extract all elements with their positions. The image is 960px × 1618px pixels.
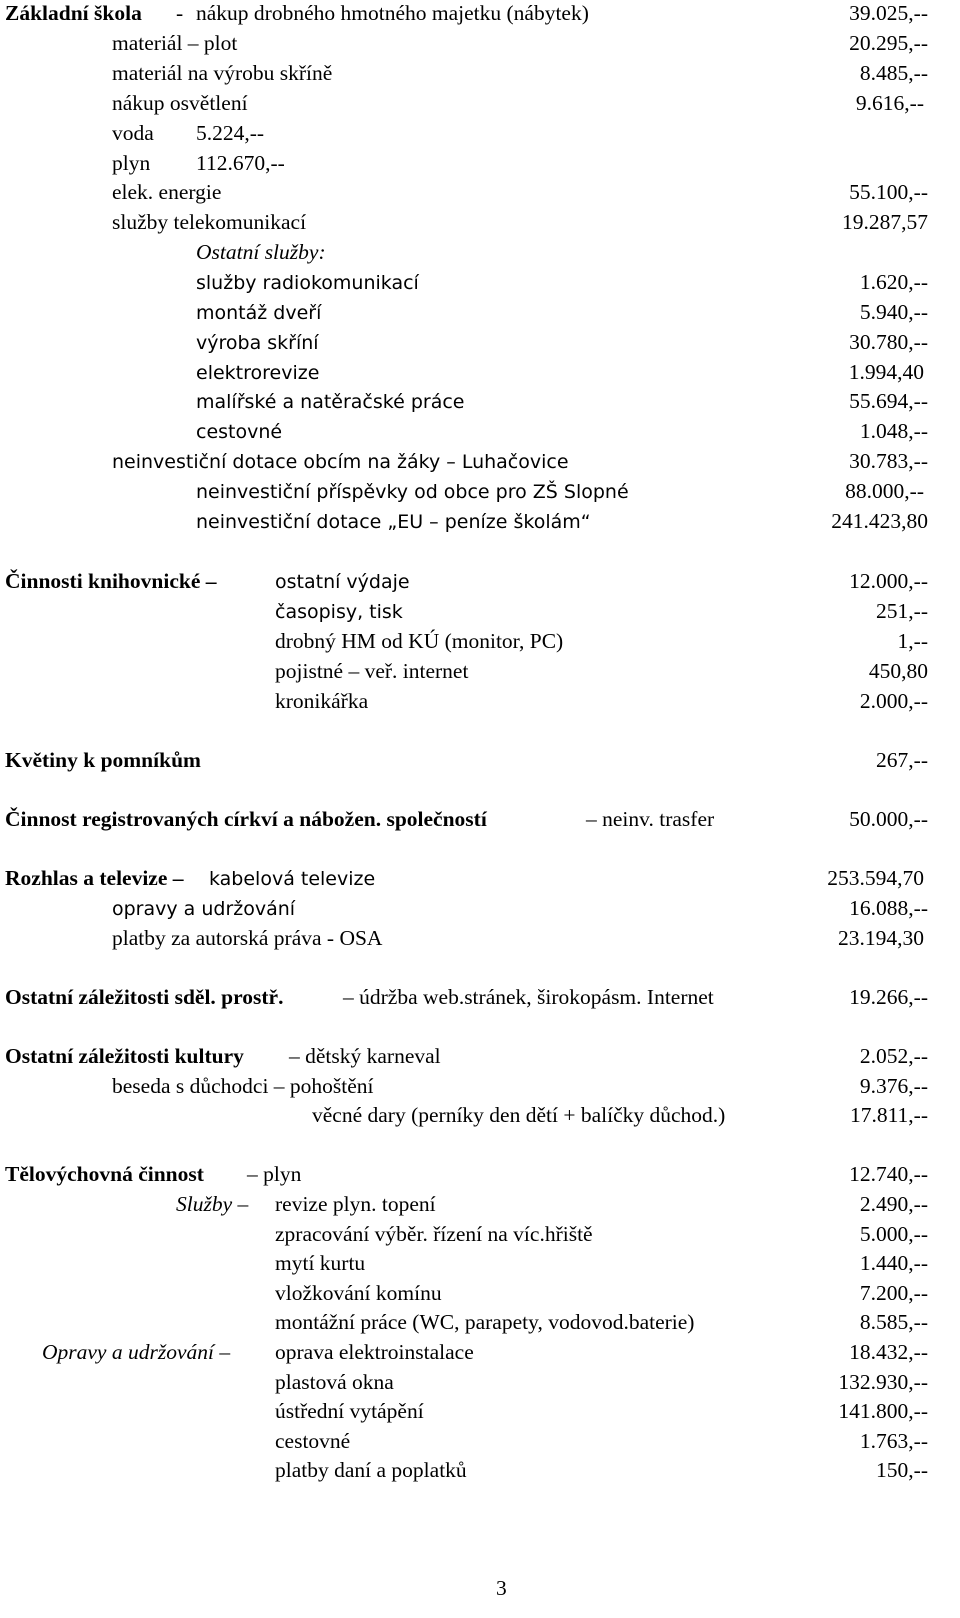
telovychova-sluzby-label: Služby – (176, 1192, 249, 1216)
telovychova-first-value: 12.740,-- (849, 1162, 928, 1186)
skola-intro-value: 39.025,-- (849, 1, 928, 25)
list-item-label: materiál – plot (112, 31, 238, 55)
skola-intro-item: nákup drobného hmotného majetku (nábytek) (196, 1, 589, 25)
list-item-label: revize plyn. topení (275, 1192, 436, 1216)
list-item-value: 1.620,-- (859, 270, 928, 294)
skola-prispevky-value: 88.000,-- (845, 479, 924, 503)
list-item-label: cestovné (275, 1429, 351, 1453)
list-item-label: materiál na výrobu skříně (112, 61, 333, 85)
list-item-label: oprava elektroinstalace (275, 1340, 474, 1364)
knihovna-heading: Činnosti knihovnické – (5, 569, 217, 593)
skola-subheading: Ostatní služby: (196, 240, 326, 264)
list-item-value: 1,-- (897, 629, 928, 653)
list-item-value: 1.763,-- (859, 1429, 928, 1453)
list-item-value: 16.088,-- (849, 896, 928, 920)
kultura-dary-value: 17.811,-- (849, 1103, 928, 1127)
list-item-value: 1.440,-- (859, 1251, 928, 1275)
list-item-label: časopisy, tisk (275, 601, 403, 623)
telovychova-heading: Tělovýchovná činnost (5, 1162, 204, 1186)
list-item-label: platby daní a poplatků (275, 1458, 467, 1482)
list-item-label: platby za autorská práva - OSA (112, 926, 383, 950)
rozhlas-heading: Rozhlas a televize – (5, 866, 184, 890)
list-item-label: mytí kurtu (275, 1251, 366, 1275)
telovychova-opravy-label: Opravy a udržování – (42, 1340, 231, 1364)
list-item-label: opravy a udržování (112, 898, 296, 920)
kultura-beseda-value: 9.376,-- (859, 1074, 928, 1098)
list-item-label: plyn (112, 151, 151, 175)
kultura-first-item: – dětský karneval (289, 1044, 441, 1068)
kultura-heading: Ostatní záležitosti kultury (5, 1044, 244, 1068)
cirkve-item: – neinv. trasfer (586, 807, 715, 831)
list-item-value: 2.000,-- (859, 689, 928, 713)
list-item-value: 8.585,-- (859, 1310, 928, 1334)
rozhlas-first-item: kabelová televize (209, 868, 376, 890)
list-item-value: 30.780,-- (849, 330, 928, 354)
list-item-value: 8.485,-- (859, 61, 928, 85)
kultura-dary-label: věcné dary (perníky den dětí + balíčky důchod.) (312, 1103, 726, 1127)
list-item-value: 55.694,-- (849, 389, 928, 413)
list-item-label: drobný HM od KÚ (monitor, PC) (275, 629, 564, 653)
list-item-value: 55.100,-- (849, 180, 928, 204)
list-item-value: 1.048,-- (859, 419, 928, 443)
list-item-label: voda (112, 121, 154, 145)
cirkve-value: 50.000,-- (849, 807, 928, 831)
rozhlas-first-value: 253.594,70 (827, 866, 924, 890)
list-item-value: 150,-- (876, 1458, 928, 1482)
list-item-value: 5.000,-- (859, 1222, 928, 1246)
kvetiny-heading: Květiny k pomníkům (5, 748, 201, 772)
list-item-value: 112.670,-- (196, 151, 285, 175)
list-item-label: elektrorevize (196, 362, 320, 384)
telovychova-first-item: – plyn (247, 1162, 302, 1186)
list-item-label: montážní práce (WC, parapety, vodovod.baterie) (275, 1310, 695, 1334)
list-item-label: služby radiokomunikací (196, 272, 419, 294)
list-item-value: 18.432,-- (849, 1340, 928, 1364)
list-item-value: 450,80 (868, 659, 928, 683)
list-item-value: 20.295,-- (849, 31, 928, 55)
list-item-value: 7.200,-- (859, 1281, 928, 1305)
skola-prispevky-label: neinvestiční příspěvky od obce pro ZŠ Slopné (196, 481, 629, 503)
list-item-value: 5.940,-- (859, 300, 928, 324)
list-item-label: výroba skříní (196, 332, 319, 354)
list-item-label: montáž dveří (196, 302, 322, 324)
list-item-value: 12.000,-- (849, 569, 928, 593)
skola-eu-label: neinvestiční dotace „EU – peníze školám“ (196, 511, 591, 533)
cirkve-heading: Činnost registrovaných církví a nábožen. společností (5, 807, 487, 831)
list-item-value: 251,-- (876, 599, 928, 623)
list-item-value: 9.616,-- (855, 91, 924, 115)
skola-eu-value: 241.423,80 (831, 509, 928, 533)
page-number: 3 (496, 1576, 507, 1600)
list-item-value: 2.490,-- (859, 1192, 928, 1216)
skola-heading: Základní škola (5, 1, 142, 25)
list-item-label: služby telekomunikací (112, 210, 307, 234)
list-item-label: kronikářka (275, 689, 369, 713)
list-item-label: elek. energie (112, 180, 222, 204)
list-item-label: pojistné – veř. internet (275, 659, 469, 683)
kultura-first-value: 2.052,-- (859, 1044, 928, 1068)
list-item-label: vložkování komínu (275, 1281, 442, 1305)
list-item-value: 19.287,57 (842, 210, 928, 234)
skola-dotace-value: 30.783,-- (849, 449, 928, 473)
list-item-label: cestovné (196, 421, 283, 443)
skola-heading-sep: - (176, 1, 184, 25)
list-item-value: 5.224,-- (196, 121, 265, 145)
skola-dotace-label: neinvestiční dotace obcím na žáky – Luhačovice (112, 451, 569, 473)
list-item-value: 141.800,-- (838, 1399, 928, 1423)
media-item: – údržba web.stránek, širokopásm. Internet (343, 985, 714, 1009)
media-heading: Ostatní záležitosti sděl. prostř. (5, 985, 284, 1009)
list-item-label: plastová okna (275, 1370, 394, 1394)
list-item-value: 132.930,-- (838, 1370, 928, 1394)
list-item-label: ústřední vytápění (275, 1399, 424, 1423)
media-value: 19.266,-- (849, 985, 928, 1009)
list-item-label: nákup osvětlení (112, 91, 248, 115)
kvetiny-value: 267,-- (876, 748, 928, 772)
list-item-value: 23.194,30 (838, 926, 924, 950)
list-item-label: zpracování výběr. řízení na víc.hřiště (275, 1222, 593, 1246)
list-item-label: ostatní výdaje (275, 571, 410, 593)
list-item-label: malířské a natěračské práce (196, 391, 465, 413)
kultura-beseda-label: beseda s důchodci – pohoštění (112, 1074, 374, 1098)
list-item-value: 1.994,40 (848, 360, 924, 384)
